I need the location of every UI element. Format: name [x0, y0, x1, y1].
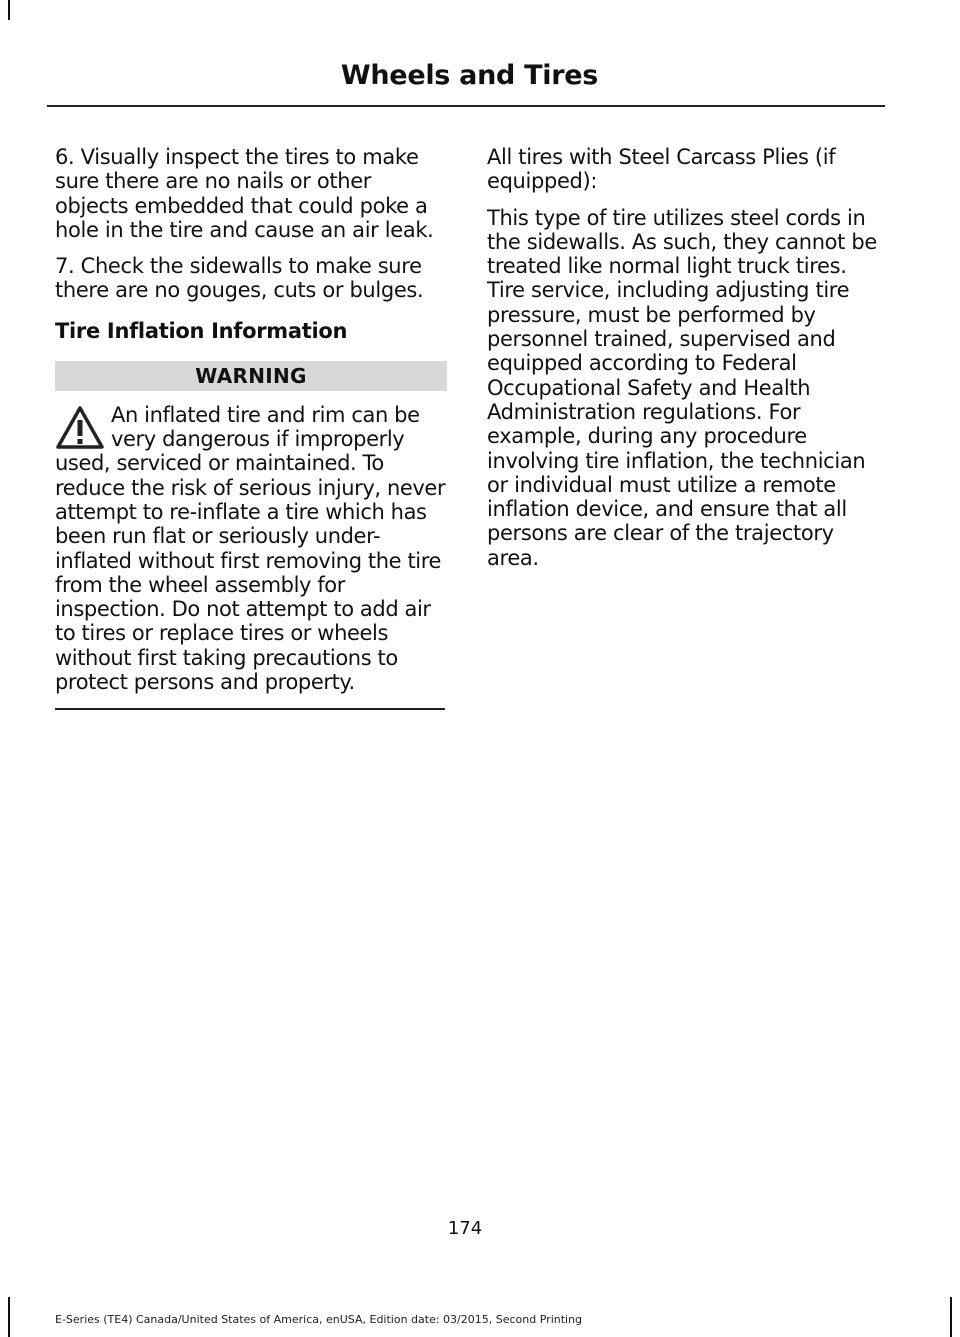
- page-number: 174: [447, 1218, 483, 1239]
- crop-mark-bottom-right: [950, 1297, 952, 1337]
- crop-mark-bottom-left: [8, 1297, 10, 1337]
- steel-carcass-body: This type of tire utilizes steel cords in the sidewalls. As such, they cannot be treated like normal light truck tires. Tire service, including adjusting tire pressure, must be performed by personnel trained, supervised and equipped according to Federal Occupational Safety and Health Administration regulations. For example, during any procedure involving tire inflation, the technician or individual must utilize a remote inflation device, and ensure that all persons are clear of the trajectory area.: [487, 205, 877, 570]
- step-6-paragraph: 6. Visually inspect the tires to make sure there are no nails or other objects embedded that could poke a hole in the tire and cause an air leak.: [55, 145, 434, 242]
- footer-edition-info: E-Series (TE4) Canada/United States of America, enUSA, Edition date: 03/2015, Second Printing: [55, 1313, 583, 1326]
- crop-mark-top-left: [8, 0, 10, 20]
- step-7-paragraph: 7. Check the sidewalls to make sure there are no gouges, cuts or bulges.: [55, 254, 424, 303]
- right-column: [487, 145, 880, 582]
- page-header-title: Wheels and Tires: [340, 60, 598, 91]
- warning-triangle-icon: [55, 405, 105, 451]
- left-column: [55, 145, 447, 710]
- header-divider: [47, 105, 885, 107]
- warning-label: WARNING: [55, 361, 447, 391]
- steel-carcass-intro: All tires with Steel Carcass Plies (if equipped):: [487, 145, 836, 194]
- warning-box: [55, 361, 447, 711]
- warning-body: [55, 403, 447, 695]
- warning-bottom-rule: [55, 708, 445, 710]
- section-heading: Tire Inflation Information: [55, 318, 348, 343]
- warning-text: An inflated tire and rim can be very dangerous if improperly used, serviced or maintained. To reduce the risk of serious injury, never attempt to re-inflate a tire which has been run flat or seriously under-inflated without first removing the tire from the wheel assembly for inspection. Do not attempt to add air to tires or replace tires or wheels without first taking precautions to protect persons and property.: [55, 402, 446, 695]
